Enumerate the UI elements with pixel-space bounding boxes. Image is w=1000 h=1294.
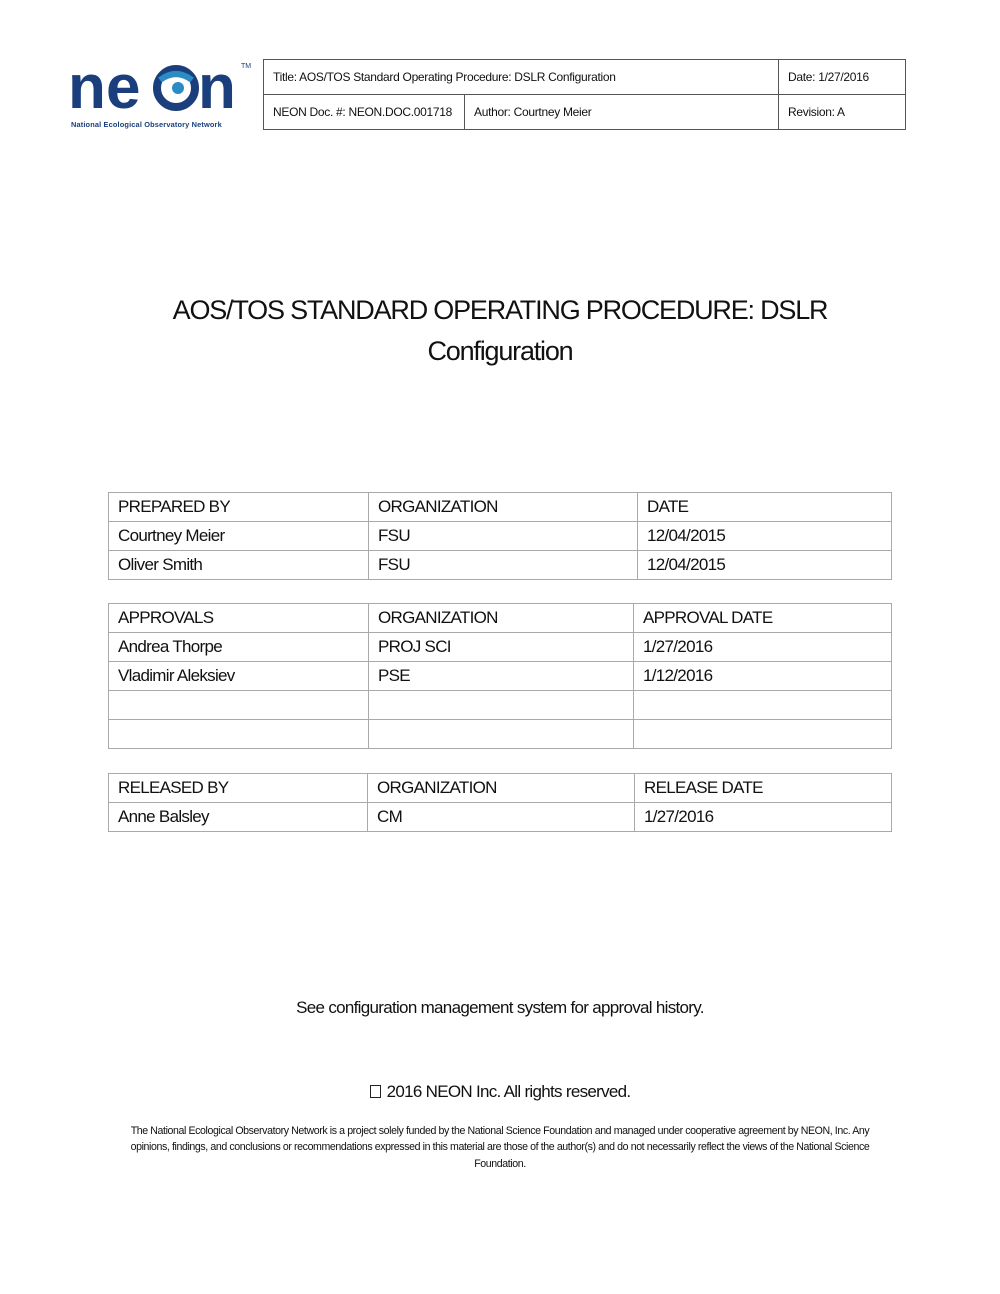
table-cell xyxy=(109,720,369,749)
table-row xyxy=(109,803,892,832)
table-header-row xyxy=(109,493,892,522)
table-cell xyxy=(369,691,634,720)
table-cell xyxy=(369,720,634,749)
table-cell: 1/27/2016 xyxy=(635,803,892,832)
table-header-cell: APPROVAL DATE xyxy=(634,604,892,633)
table-cell xyxy=(109,691,369,720)
approvals-table xyxy=(108,603,892,749)
document-title xyxy=(100,290,900,372)
table-cell: CM xyxy=(368,803,635,832)
table-header-cell: ORGANIZATION xyxy=(369,604,634,633)
table-cell: 1/12/2016 xyxy=(634,662,892,691)
table-header-cell: APPROVALS xyxy=(109,604,369,633)
table-cell: Vladimir Aleksiev xyxy=(109,662,369,691)
table-header-cell: PREPARED BY xyxy=(109,493,369,522)
approval-history-note: See configuration management system for approval history. xyxy=(296,998,704,1017)
table-cell xyxy=(634,691,892,720)
copyright-glyph-icon xyxy=(370,1085,381,1098)
document-header-table xyxy=(263,59,906,130)
table-header-cell: DATE xyxy=(638,493,892,522)
document-title-line1: AOS/TOS STANDARD OPERATING PROCEDURE: DSLR xyxy=(172,295,828,325)
funding-disclaimer: The National Ecological Observatory Network is a project solely funded by the National Science Foundation and managed under cooperative agreement by NEON, Inc. Any opinions, findings, and conclusions or recommendations expressed in this material are those of the author(s) and do not necessarily reflect the views of the National Science Foundation. xyxy=(130,1125,870,1170)
table-cell: Andrea Thorpe xyxy=(109,633,369,662)
logo-tagline: National Ecological Observatory Network xyxy=(71,120,222,129)
neon-logo-icon xyxy=(68,58,254,118)
logo-wordmark-n2: n xyxy=(198,58,236,118)
neon-logo xyxy=(68,58,254,132)
table-cell: 1/27/2016 xyxy=(634,633,892,662)
table-cell: PSE xyxy=(369,662,634,691)
header-revision: Revision: A xyxy=(779,95,906,130)
table-cell: 12/04/2015 xyxy=(638,522,892,551)
document-title-line2: Configuration xyxy=(427,336,573,366)
table-header-row xyxy=(109,774,892,803)
table-row xyxy=(109,720,892,749)
logo-wordmark-e: e xyxy=(106,58,141,118)
table-cell: FSU xyxy=(369,551,638,580)
table-cell xyxy=(634,720,892,749)
released-by-table xyxy=(108,773,892,832)
table-row xyxy=(109,522,892,551)
table-cell: Anne Balsley xyxy=(109,803,368,832)
table-header-cell: ORGANIZATION xyxy=(368,774,635,803)
header-doc-number: NEON Doc. #: NEON.DOC.001718 xyxy=(264,95,465,130)
logo-wordmark-n1: n xyxy=(68,58,106,118)
table-row xyxy=(109,662,892,691)
table-header-row xyxy=(109,604,892,633)
table-header-cell: RELEASE DATE xyxy=(635,774,892,803)
header-author: Author: Courtney Meier xyxy=(465,95,779,130)
table-cell: Courtney Meier xyxy=(109,522,369,551)
logo-o-mark xyxy=(157,69,195,107)
header-title: Title: AOS/TOS Standard Operating Procedure: DSLR Configuration xyxy=(264,60,779,95)
table-cell: 12/04/2015 xyxy=(638,551,892,580)
prepared-by-table xyxy=(108,492,892,580)
table-row xyxy=(109,633,892,662)
table-cell: Oliver Smith xyxy=(109,551,369,580)
table-row xyxy=(109,551,892,580)
table-cell: FSU xyxy=(369,522,638,551)
table-row xyxy=(109,691,892,720)
copyright-text: 2016 NEON Inc. All rights reserved. xyxy=(386,1082,631,1101)
table-header-cell: RELEASED BY xyxy=(109,774,368,803)
copyright-line xyxy=(0,1082,1000,1102)
table-header-cell: ORGANIZATION xyxy=(369,493,638,522)
logo-trademark: TM xyxy=(241,63,252,70)
header-date: Date: 1/27/2016 xyxy=(779,60,906,95)
table-cell: PROJ SCI xyxy=(369,633,634,662)
